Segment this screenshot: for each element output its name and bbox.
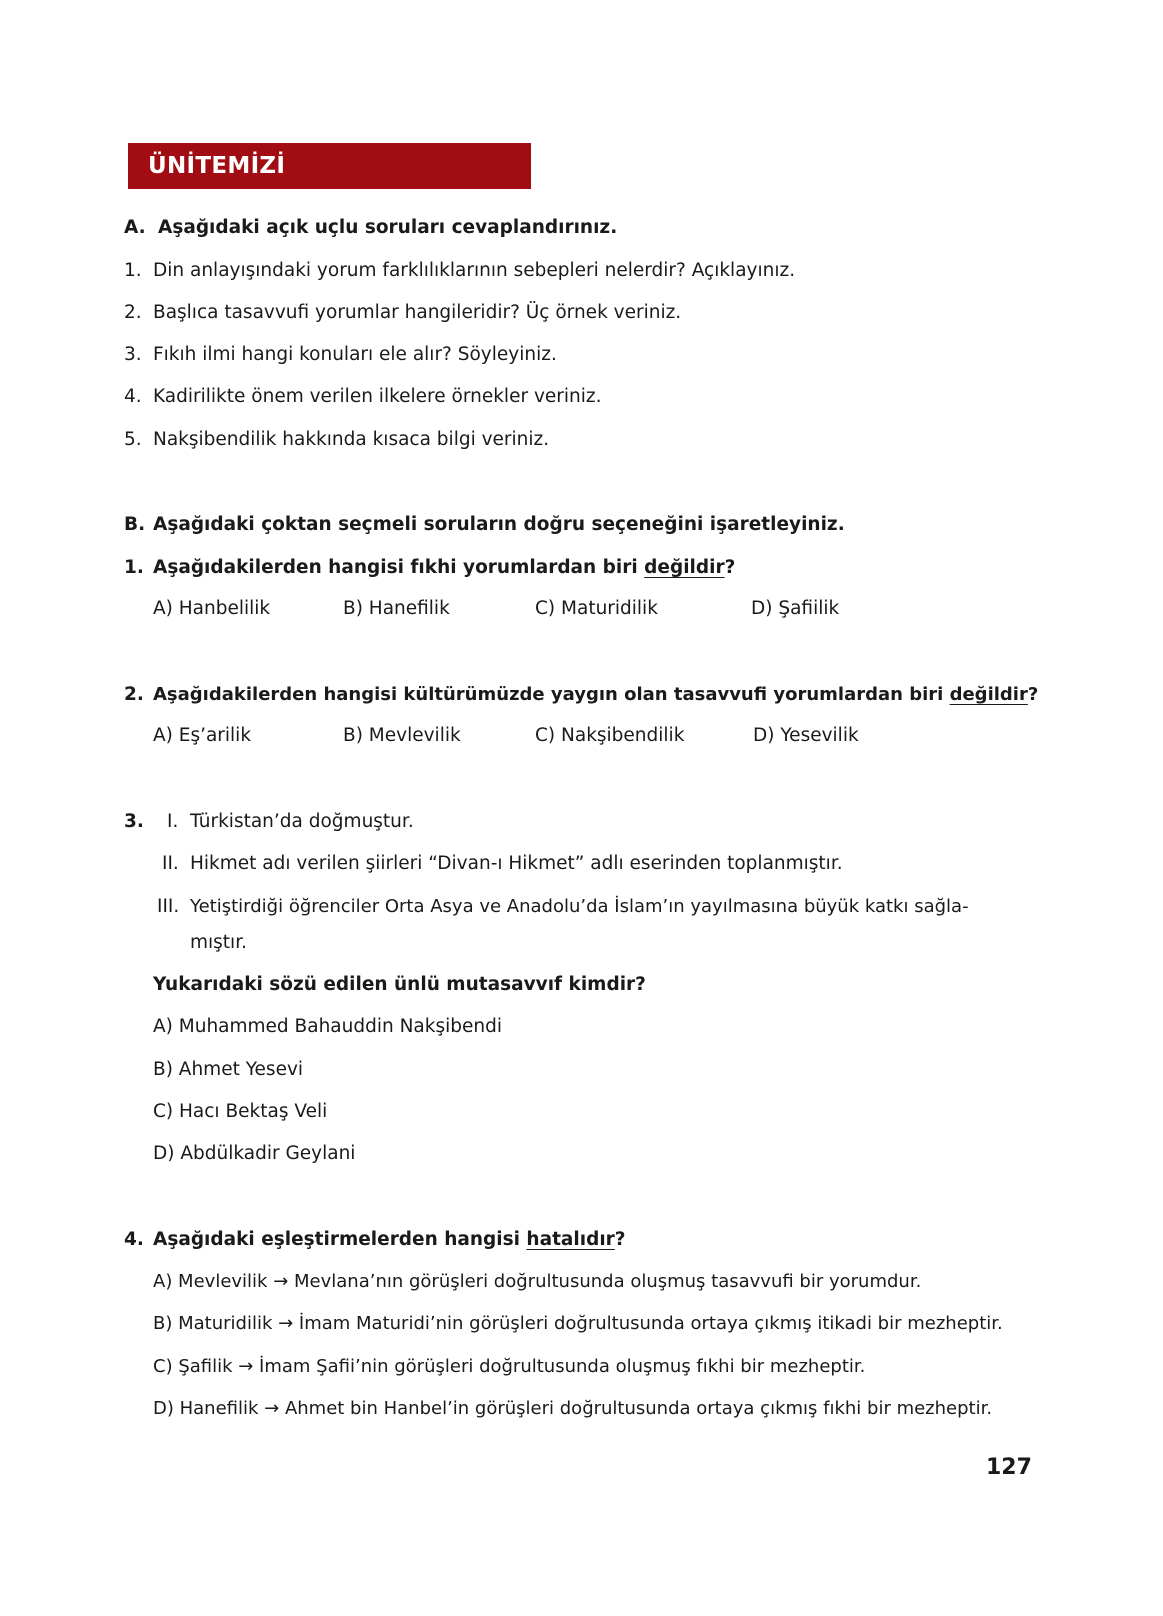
b-q4-emphasis: hatalıdır xyxy=(526,1229,615,1250)
b-q1-text: Aşağıdakilerden hangisi fıkhi yorumlardan biri xyxy=(153,557,645,578)
b-q3-option-b: B) Ahmet Yesevi xyxy=(153,1059,304,1080)
b-q1-option-c: C) Maturidilik xyxy=(535,598,658,619)
b-q1-emphasis: değildir xyxy=(644,557,725,578)
section-a-letter: A. xyxy=(124,217,146,238)
a-q5-num: 5. xyxy=(124,429,142,450)
a-q2-text: Başlıca tasavvufi yorumlar hangileridir? Üç örnek veriniz. xyxy=(153,302,682,323)
b-q4-num: 4. xyxy=(124,1229,144,1250)
b-q3-roman-1: I. xyxy=(167,811,179,832)
b-q1-option-b: B) Hanefilik xyxy=(343,598,450,619)
section-a-heading: Aşağıdaki açık uçlu soruları cevaplandırınız. xyxy=(158,217,618,238)
a-q3-text: Fıkıh ilmi hangi konuları ele alır? Söyleyiniz. xyxy=(153,344,557,365)
section-b-letter: B. xyxy=(124,514,146,535)
b-q1-question xyxy=(153,557,735,578)
b-q1-num: 1. xyxy=(124,557,144,578)
b-q3-statement-1: Türkistan’da doğmuştur. xyxy=(190,811,414,832)
b-q3-num: 3. xyxy=(124,811,144,832)
b-q2-option-b: B) Mevlevilik xyxy=(343,725,461,746)
b-q2-option-d: D) Yesevilik xyxy=(753,725,859,746)
b-q4-option-c: C) Şafilik → İmam Şafii’nin görüşleri doğrultusunda oluşmuş fıkhi bir mezheptir. xyxy=(153,1356,866,1377)
b-q3-roman-3: III. xyxy=(157,896,180,917)
a-q2-num: 2. xyxy=(124,302,142,323)
b-q1-option-d: D) Şafiilik xyxy=(751,598,840,619)
section-b-heading: Aşağıdaki çoktan seçmeli soruların doğru seçeneğini işaretleyiniz. xyxy=(153,514,845,535)
b-q3-statement-3-cont: mıştır. xyxy=(190,932,247,953)
b-q4-option-d: D) Hanefilik → Ahmet bin Hanbel’in görüşleri doğrultusunda ortaya çıkmış fıkhi bir mezheptir. xyxy=(153,1398,993,1419)
b-q2-num: 2. xyxy=(124,684,144,705)
section-banner: ÜNİTEMİZİ DEĞERLENDİRELİM xyxy=(128,143,531,189)
b-q4-qmark: ? xyxy=(614,1229,626,1250)
b-q3-question: Yukarıdaki sözü edilen ünlü mutasavvıf kimdir? xyxy=(153,974,646,995)
b-q1-option-a: A) Hanbelilik xyxy=(153,598,271,619)
b-q2-question xyxy=(153,684,1038,705)
b-q1-qmark: ? xyxy=(724,557,736,578)
b-q3-statement-3: Yetiştirdiği öğrenciler Orta Asya ve Anadolu’da İslam’ın yayılmasına büyük katkı sağla- xyxy=(190,896,969,917)
b-q2-emphasis: değildir xyxy=(949,684,1028,705)
b-q3-option-d: D) Abdülkadir Geylani xyxy=(153,1143,356,1164)
b-q2-qmark: ? xyxy=(1027,684,1039,705)
a-q1-text: Din anlayışındaki yorum farklılıklarının sebepleri nelerdir? Açıklayınız. xyxy=(153,260,796,281)
b-q4-text: Aşağıdaki eşleştirmelerden hangisi xyxy=(153,1229,527,1250)
a-q1-num: 1. xyxy=(124,260,142,281)
page-number: 127 xyxy=(986,1455,1032,1480)
b-q4-option-b: B) Maturidilik → İmam Maturidi’nin görüşleri doğrultusunda ortaya çıkmış itikadi bir mezheptir. xyxy=(153,1313,1003,1334)
b-q4-question xyxy=(153,1229,626,1250)
a-q4-text: Kadirilikte önem verilen ilkelere örnekler veriniz. xyxy=(153,386,602,407)
b-q2-text: Aşağıdakilerden hangisi kültürümüzde yaygın olan tasavvufi yorumlardan biri xyxy=(153,684,950,705)
b-q2-option-a: A) Eş’arilik xyxy=(153,725,252,746)
b-q3-roman-2: II. xyxy=(162,853,179,874)
b-q3-option-a: A) Muhammed Bahauddin Nakşibendi xyxy=(153,1016,502,1037)
b-q2-option-c: C) Nakşibendilik xyxy=(535,725,685,746)
a-q4-num: 4. xyxy=(124,386,142,407)
b-q4-option-a: A) Mevlevilik → Mevlana’nın görüşleri doğrultusunda oluşmuş tasavvufi bir yorumdur. xyxy=(153,1271,922,1292)
b-q3-option-c: C) Hacı Bektaş Veli xyxy=(153,1101,328,1122)
a-q3-num: 3. xyxy=(124,344,142,365)
a-q5-text: Nakşibendilik hakkında kısaca bilgi veriniz. xyxy=(153,429,550,450)
b-q3-statement-2: Hikmet adı verilen şiirleri “Divan-ı Hikmet” adlı eserinden toplanmıştır. xyxy=(190,853,843,874)
